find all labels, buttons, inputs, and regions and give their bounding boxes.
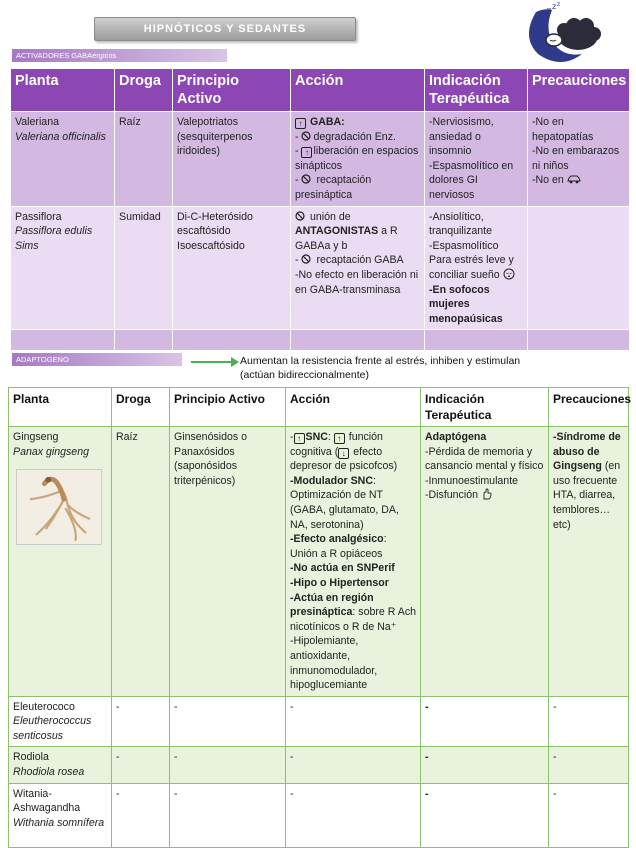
- indicacion-line: dolores GI: [429, 174, 478, 187]
- prohibited-icon: [301, 174, 311, 184]
- prohibited-icon: [301, 254, 311, 264]
- plant-scientific-name: Withania somnífera: [13, 816, 105, 829]
- cell-indicacion: -: [421, 783, 549, 847]
- principio-line: iridoides): [177, 145, 220, 158]
- cell-indicacion: -: [421, 696, 549, 747]
- cell-principio: -: [170, 783, 286, 847]
- car-icon: [567, 174, 581, 184]
- empty-cell: [425, 330, 528, 351]
- accion-line: -Hipolemiante, antioxidante, inmunomodulador, hipoglucemiante: [290, 635, 378, 692]
- empty-cell: [528, 330, 630, 351]
- plant-scientific-name: Valeriana officinalis: [15, 130, 106, 143]
- header-planta: Planta: [11, 69, 115, 112]
- empty-cell: [173, 330, 291, 351]
- cell-accion: -: [286, 696, 421, 747]
- indicacion-line: -Pérdida de memoria y cansancio mental y físico: [425, 445, 544, 473]
- principio-line: escaftósido: [177, 225, 231, 238]
- gaba-header-row: [11, 69, 630, 112]
- gaba-table: [10, 68, 630, 351]
- accion-bold: -Modulador SNC: [290, 474, 373, 487]
- cell-planta: [9, 427, 112, 697]
- up-arrow-icon: ↑: [294, 433, 305, 444]
- up-arrow-icon: ↑: [334, 433, 345, 444]
- cell-principio: -: [170, 696, 286, 747]
- cell-precauciones: [528, 206, 630, 330]
- cell-droga: -: [112, 783, 170, 847]
- adaptogen-table: [8, 387, 632, 848]
- cell-precauciones: [528, 112, 630, 207]
- header-principio: Principio Activo: [170, 388, 286, 427]
- table-row: [9, 783, 629, 847]
- empty-cell: [11, 330, 115, 351]
- plant-name: Witania-Ashwagandha: [13, 787, 81, 815]
- plant-scientific-name: Eleutherococcus senticosus: [13, 715, 92, 742]
- accion-bold: -No actúa en SNPerif: [290, 562, 395, 575]
- cell-accion: ↑ GABA: - degradación Enz. - ↑ liberación en espacios sinápticos - recaptación presináptica: [291, 112, 425, 207]
- cell-precauciones: [549, 427, 629, 697]
- down-arrow-icon: ↓: [338, 448, 349, 459]
- header-indicacion: Indicación Terapéutica: [425, 69, 528, 112]
- ginseng-root-image: [16, 469, 102, 545]
- plant-scientific-name: Rhodiola rosea: [13, 766, 85, 779]
- prohibited-icon: [301, 131, 311, 141]
- accion-line: : Optimización de NT (GABA, glutamato, DA, NA, serotonina): [290, 474, 399, 531]
- precaucion-line: (en uso frecuente HTA, diarrea, temblores…etc): [553, 460, 621, 531]
- cell-accion: - ↑ SNC: ↑ función cognitiva ( ↓ efecto depresor de psicofcos) -Modulador SNC: Optimización de NT (GABA, glutamato, DA, NA, serotonina) -Efecto analgésico: Unión a R opiáceos -No actúa en SNPerif -Hipo o Hipertensor -Actúa en región presináptica: sobre R Ach nicotínicos o R de Na⁺ -Hipolemiante, antioxidante, inmunomodulador, hipoglucemiante: [286, 427, 421, 697]
- accion-line: recaptación presináptica: [295, 174, 372, 201]
- cell-accion: -: [286, 783, 421, 847]
- header-planta: Planta: [9, 388, 112, 427]
- header-indicacion: Indicación Terapéutica: [421, 388, 549, 427]
- table-row-empty: [11, 330, 630, 351]
- accion-line: -No efecto en liberación ni en GABA-transminasa: [295, 268, 419, 296]
- adapt-header-row: [9, 388, 629, 427]
- plant-scientific-name: Passiflora edulis Sims: [15, 225, 93, 252]
- accion-bold: -Efecto analgésico: [290, 533, 384, 546]
- precaucion-line: -No en embarazos ni niños: [532, 145, 620, 172]
- accion-gaba: GABA:: [309, 116, 345, 128]
- plant-name: Passiflora: [15, 210, 62, 223]
- principio-line: Di-C-Heterósido: [177, 210, 253, 223]
- cell-indicacion: [425, 206, 528, 330]
- prohibited-icon: [295, 211, 305, 221]
- sleepy-face-icon: [503, 268, 515, 280]
- header-droga: Droga: [112, 388, 170, 427]
- cell-principio: [173, 112, 291, 207]
- empty-cell: [291, 330, 425, 351]
- indicacion-bold: Adaptógena: [425, 431, 487, 443]
- cell-planta: [9, 747, 112, 783]
- cell-indicacion: -: [421, 747, 549, 783]
- svg-text:z: z: [557, 2, 561, 8]
- accion-bold: -Actúa en región presináptica: [290, 591, 374, 619]
- indicacion-line: -Espasmolítico en: [429, 159, 514, 172]
- arrow-right-icon: [191, 361, 235, 363]
- cell-indicacion: [421, 427, 549, 697]
- section-tag-adaptogeno: ADAPTOGENO: [12, 353, 182, 366]
- accion-line: recaptación GABA: [316, 254, 404, 267]
- table-row: [11, 112, 630, 207]
- indicacion-line: nerviosos: [429, 188, 475, 201]
- cell-droga: Raíz: [112, 427, 170, 697]
- cell-accion: -: [286, 747, 421, 783]
- accion-bold: ANTAGONISTAS: [295, 225, 379, 238]
- indicacion-line: ansiedad o: [429, 130, 481, 143]
- cell-principio: -: [170, 747, 286, 783]
- plant-name: Eleuterococo: [13, 700, 75, 713]
- cell-precauciones: -: [549, 747, 629, 783]
- indicacion-line: -Inmunoestimulante: [425, 474, 519, 487]
- section-tag-gaba: ACTIVADORES GABAérgicos: [12, 49, 227, 62]
- cell-principio: Ginsenósidos o Panaxósidos (saponósidos triterpénicos): [170, 427, 286, 697]
- precaucion-line: -No en hepatopatías: [532, 116, 594, 143]
- cell-precauciones: -: [549, 696, 629, 747]
- accion-bold: -Hipo o Hipertensor: [290, 576, 389, 589]
- up-arrow-icon: ↑: [301, 147, 312, 158]
- table-row: [9, 696, 629, 747]
- header-accion: Acción: [291, 69, 425, 112]
- indicacion-line: -Disfunción: [425, 489, 478, 502]
- arrow-head: [231, 357, 239, 367]
- accion-snc: SNC: [305, 431, 328, 443]
- header-droga: Droga: [115, 69, 173, 112]
- sleeping-sheep-illustration: [516, 2, 616, 66]
- hand-icon: [481, 488, 493, 500]
- indicacion-line: -Espasmolítico: [429, 239, 499, 252]
- adapt-note-line: (actúan bidireccionalmente): [240, 369, 369, 381]
- principio-line: (sesquiterpenos: [177, 130, 253, 143]
- svg-text:z: z: [546, 6, 552, 17]
- precaucion-line: -No en: [532, 174, 564, 187]
- table-row: [9, 747, 629, 783]
- header-precauciones: Precauciones: [528, 69, 630, 112]
- principio-line: Valepotriatos: [177, 116, 239, 128]
- adapt-note-line: Aumentan la resistencia frente al estrés, inhiben y estimulan: [240, 355, 521, 367]
- up-arrow-icon: ↑: [295, 118, 306, 129]
- cell-droga: -: [112, 747, 170, 783]
- indicacion-line: insomnio: [429, 145, 472, 158]
- cell-principio: [173, 206, 291, 330]
- indicacion-line: -En sofocos mujeres menopaúsicas: [429, 283, 503, 325]
- cell-planta: [9, 696, 112, 747]
- accion-line: degradación Enz.: [313, 130, 396, 143]
- cell-droga: Sumidad: [115, 206, 173, 330]
- header-principio: Principio Activo: [173, 69, 291, 112]
- indicacion-line: -Nerviosismo,: [429, 116, 494, 128]
- accion-line: liberación en espacios sinápticos: [295, 145, 419, 172]
- principio-line: Isoescaftósido: [177, 239, 245, 252]
- cell-precauciones: -: [549, 783, 629, 847]
- accion-line: : sobre R Ach nicotínicos o R de Na⁺: [290, 606, 417, 633]
- cell-droga: -: [112, 696, 170, 747]
- cell-accion: unión de ANTAGONISTAS a R GABAa y b - recaptación GABA -No efecto en liberación ni en GABA-transminasa: [291, 206, 425, 330]
- cell-droga: Raíz: [115, 112, 173, 207]
- page-title: HIPNÓTICOS Y SEDANTES: [94, 17, 356, 41]
- accion-line: : Unión a R opiáceos: [290, 533, 387, 560]
- accion-line: a R GABAa y b: [295, 225, 398, 252]
- empty-cell: [115, 330, 173, 351]
- cell-planta: [11, 206, 115, 330]
- plant-name: Rodiola: [13, 751, 49, 764]
- accion-line: función cognitiva (: [290, 431, 383, 458]
- indicacion-line: Para estrés leve y conciliar sueño: [429, 254, 514, 281]
- header-accion: Acción: [286, 388, 421, 427]
- indicacion-line: -Ansiolítico, tranquilizante: [429, 210, 493, 238]
- table-row: [9, 427, 629, 697]
- adaptogen-description: [240, 354, 580, 382]
- header-precauciones: Precauciones: [549, 388, 629, 427]
- accion-line: efecto depresor de psicofcos): [290, 445, 398, 473]
- precaucion-bold: -Síndrome de abuso de Gingseng: [553, 431, 621, 473]
- plant-name: Valeriana: [15, 116, 59, 128]
- plant-name: Gingseng: [13, 431, 59, 443]
- table-row: [11, 206, 630, 330]
- cell-planta: [9, 783, 112, 847]
- plant-scientific-name: Panax gingseng: [13, 445, 89, 458]
- cell-planta: [11, 112, 115, 207]
- svg-text:z: z: [552, 2, 557, 11]
- cell-indicacion: [425, 112, 528, 207]
- accion-line: unión de: [309, 210, 351, 223]
